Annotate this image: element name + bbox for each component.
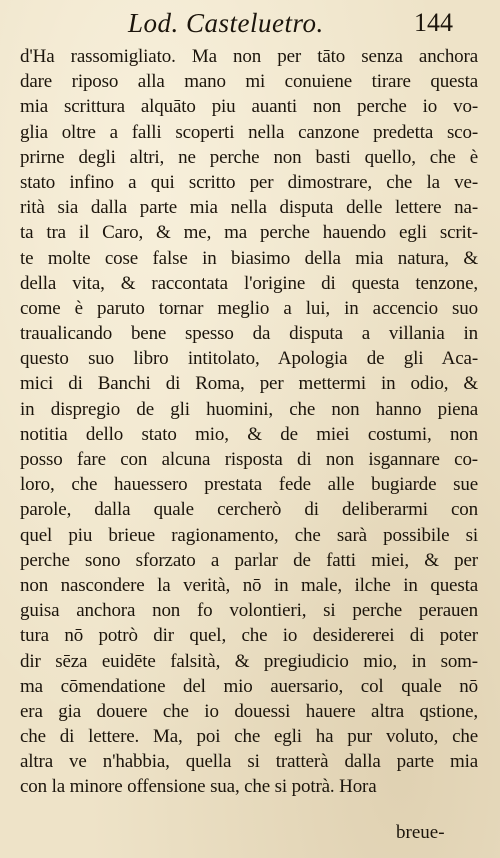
body-text — [20, 44, 478, 800]
text-line: dare riposo alla mano mi conuiene tirare questa — [20, 71, 478, 93]
text-line: posso fare con alcuna risposta di non isgannare co- — [20, 449, 478, 470]
text-line: era gia douere che io douessi hauere altra qstione, — [20, 700, 478, 722]
text-line: questo suo libro intitolato, Apologia de gli Aca- — [20, 348, 478, 370]
text-line: con la minore offensione sua, che si potrà. Hora — [20, 776, 377, 798]
text-line: rità sia dalla parte mia nella disputa delle lettere na- — [20, 197, 478, 219]
text-line: prirne degli altri, ne perche non basti quello, che è — [20, 146, 478, 168]
text-line: d'Ha rassomigliato. Ma non per tāto senza anchora — [20, 46, 478, 67]
text-line: guisa anchora non fo volontieri, si perche perauen — [20, 600, 478, 622]
text-line: tura nō potrò dir quel, che io desidererei di poter — [20, 625, 478, 647]
text-line: glia oltre a falli scoperti nella canzone predetta sco- — [20, 121, 478, 143]
text-line: che di lettere. Ma, poi che egli ha pur voluto, che — [20, 726, 478, 748]
text-line: dir sēza euidēte falsità, & pregiudicio mio, in som- — [20, 650, 478, 672]
text-line: parole, dalla quale cercherò di deliberarmi con — [20, 499, 478, 521]
text-line: in dispregio de gli huomini, che non hanno piena — [20, 398, 478, 420]
text-line: te molte cose false in biasimo della mia natura, & — [20, 247, 478, 269]
text-line: ta tra il Caro, & me, ma perche hauendo egli scrit- — [20, 222, 478, 244]
text-line: come è paruto tornar meglio a lui, in accencio suo — [20, 297, 478, 319]
text-line: loro, che hauessero prestata fede alle bugiarde sue — [20, 474, 478, 496]
text-line: quel piu brieue ragionamento, che sarà possibile si — [20, 524, 478, 546]
text-line: stato infino a qui scritto per dimostrare, che la ve- — [20, 171, 478, 193]
text-line: notitia dello stato mio, & de miei costumi, non — [20, 423, 478, 445]
text-line: traualicando bene spesso da disputa a villania in — [20, 323, 478, 345]
catchword: breue- — [396, 822, 445, 843]
page-number: 144 — [414, 8, 453, 37]
text-line: ma cōmendatione del mio auersario, col quale nō — [20, 675, 478, 697]
page-header — [0, 6, 500, 42]
text-line: mia scrittura alquāto piu auanti non perche io vo- — [20, 96, 478, 118]
text-line: altra ve n'habbia, quella si tratterà dalla parte mia — [20, 751, 478, 773]
running-head: Lod. Casteluetro. — [128, 8, 324, 38]
text-line: perche sono sforzato a parlar de fatti miei, & per — [20, 549, 478, 571]
text-line: della vita, & raccontata l'origine di questa tenzone, — [20, 272, 478, 294]
text-line: mici di Banchi di Roma, per mettermi in odio, & — [20, 373, 478, 395]
text-line: non nascondere la verità, nō in male, ilche in questa — [20, 574, 478, 596]
